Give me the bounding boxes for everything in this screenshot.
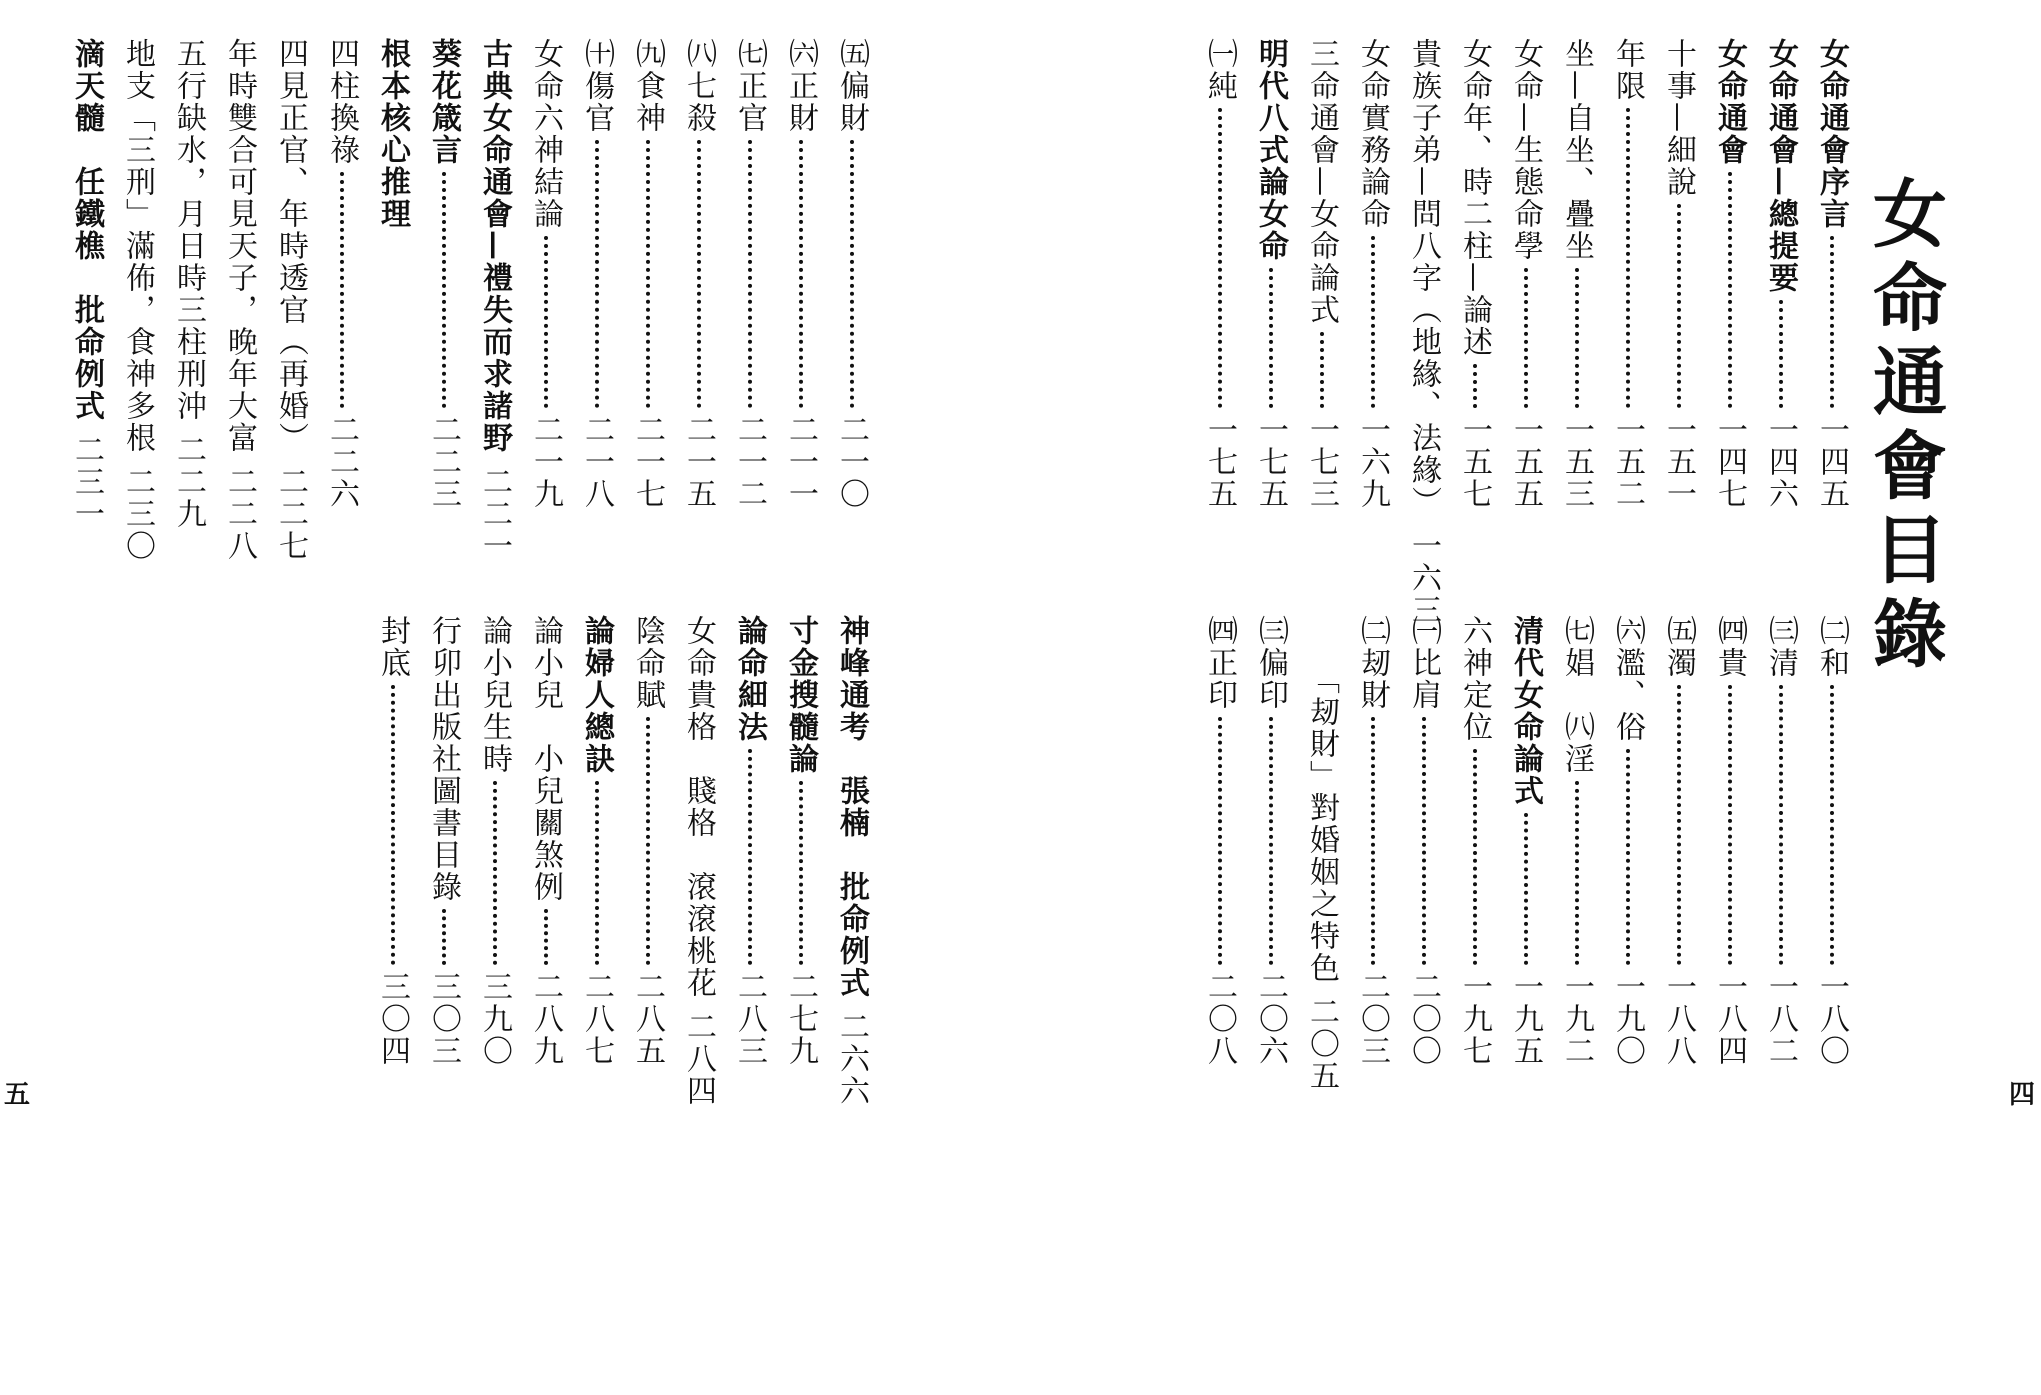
dot-leader [1269,268,1273,408]
toc-entry-title: 陰命賦 [630,615,665,711]
toc-entry [1449,615,1500,1067]
left-page [0,0,1020,1395]
toc-entry [1500,615,1551,1067]
toc-entry [622,38,673,510]
toc-entry [61,38,112,530]
toc-entry-title: 滴天髓 任鐵樵 批命例式 [69,38,104,422]
dot-leader [391,685,395,965]
toc-entry-page: 一五一 [1661,414,1696,510]
toc-entry-page: 二〇〇 [1406,971,1441,1067]
toc-entry-page: 一八四 [1712,971,1747,1067]
toc-entry [724,615,775,1067]
toc-entry-page: 二〇五 [1304,996,1339,1092]
toc-entry-page: 三九〇 [477,971,512,1067]
dot-leader [850,140,854,408]
toc-entry [214,38,265,562]
toc-entry-title: 四柱換祿 [324,38,359,166]
toc-entry [571,615,622,1067]
dot-leader [1728,685,1732,965]
toc-entry-page: 二一〇 [834,414,869,510]
toc-entry [1194,615,1245,1067]
dot-leader [340,172,344,408]
dot-leader [1779,300,1783,408]
toc-entry-title: 論婦人總訣 [579,615,614,775]
dot-leader [1218,108,1222,408]
toc-entry [1755,38,1806,510]
toc-entry-title: 行卯出版社圖書目錄 [426,615,461,903]
toc-entry-page: 二二八 [222,466,257,562]
toc-entry-page: 一五五 [1508,414,1543,510]
toc-entry [622,615,673,1067]
toc-entry-title: 坐—自坐、疊坐 [1559,38,1594,262]
dot-leader [1371,236,1375,408]
toc-entry-title: 女命通會序言 [1814,38,1849,230]
toc-entry-title: ㈣貴 [1712,615,1747,679]
toc-entry-page: 一五三 [1559,414,1594,510]
toc-entry-page: 一四七 [1712,414,1747,510]
toc-entry-title: 「刼財」對婚姻之特色 [1304,615,1339,984]
toc-entry-title: ㈤濁 [1661,615,1696,679]
toc-entry-title: ㈢偏印 [1253,615,1288,711]
toc-entry-title: ㈢清 [1763,615,1798,679]
dot-leader [1524,813,1528,965]
toc-entry [1194,38,1245,510]
toc-entry-title: 年限 [1610,38,1645,102]
toc-entry-title: ㈣正印 [1202,615,1237,711]
toc-entry-title: ㈠純 [1202,38,1237,102]
right-page [1021,0,2041,1395]
toc-entry-title: 明代八式論女命 [1253,38,1288,262]
toc-entry-page: 二一七 [630,414,665,510]
toc-entry-page: 三〇三 [426,971,461,1067]
toc-entry-title: 地支「三刑」滿佈，食神多根 [120,38,155,454]
toc-entry-page: 一九〇 [1610,971,1645,1067]
toc-entry [163,38,214,530]
toc-entry-page: 一八〇 [1814,971,1849,1067]
toc-entry-page: 二三一 [69,434,104,530]
toc-entry [1653,38,1704,510]
toc-entry-page: 二一二 [732,414,767,510]
toc-entry [367,615,418,1067]
toc-entry-title: 十事—細說 [1661,38,1696,198]
toc-entry-title: 貴族子弟—問八字（地緣、法緣） [1406,38,1441,518]
toc-entry [571,38,622,510]
toc-top-block [1194,38,1857,626]
toc-entry-page: 一八二 [1763,971,1798,1067]
toc-entry-title: 葵花箴言 [426,38,461,166]
toc-entry-page: 二六六 [834,1011,869,1107]
toc-entry-title: 女命六神結論 [528,38,563,230]
toc-entry-title: ㈡刼財 [1355,615,1390,711]
dot-leader [544,236,548,408]
toc-entry-page: 二三〇 [120,466,155,562]
toc-entry-page: 一五七 [1457,414,1492,510]
dot-leader [442,909,446,965]
toc-bottom-block [1194,615,1857,1092]
toc-entry-page: 二八七 [579,971,614,1067]
toc-entry [1347,615,1398,1067]
toc-entry-page: 二二三 [426,414,461,510]
toc-entry [1398,38,1449,626]
dot-leader [1626,108,1630,408]
toc-entry-title: 女命年、時二柱—論述 [1457,38,1492,358]
toc-entry-page: 二八九 [528,971,563,1067]
toc-entry-page: 一九二 [1559,971,1594,1067]
toc-entry [469,38,520,562]
toc-entry-page: 一四五 [1814,414,1849,510]
toc-entry-title: 根本核心推理 [375,38,410,230]
toc-entry-title: 五行缺水，月日時三柱刑沖 [171,38,206,422]
toc-entry [265,38,316,562]
toc-entry [1500,38,1551,510]
dot-leader [595,781,599,965]
dot-leader [799,781,803,965]
dot-leader [1575,268,1579,408]
toc-entry-title: 清代女命論式 [1508,615,1543,807]
dot-leader [1575,781,1579,965]
dot-leader [1473,364,1477,408]
toc-entry-page: 二七九 [783,971,818,1067]
toc-entry-title: ㈨食神 [630,38,665,134]
toc-entry-page: 一九七 [1457,971,1492,1067]
toc-entry-page: 一七五 [1202,414,1237,510]
toc-entry-page: 二八三 [732,971,767,1067]
toc-entry-page: 一九五 [1508,971,1543,1067]
toc-entry [1806,615,1857,1067]
toc-entry [1245,38,1296,510]
toc-entry-title: ㈡和 [1814,615,1849,679]
toc-entry [367,38,418,510]
toc-entry-page: 二〇六 [1253,971,1288,1067]
toc-entry-page: 二一八 [579,414,614,510]
toc-entry-title: 四見正官、年時透官（再婚） [273,38,308,454]
dot-leader [493,781,497,965]
toc-entry [826,615,877,1107]
toc-entry [1704,38,1755,510]
toc-entry-page: 一七五 [1253,414,1288,510]
toc-entry-title: 論小兒 小兒關煞例 [528,615,563,903]
toc-entry [1551,615,1602,1067]
dot-leader [799,140,803,408]
dot-leader [1728,172,1732,408]
dot-leader [1473,749,1477,965]
toc-entry-page: 二八四 [681,1011,716,1107]
toc-entry [673,38,724,510]
toc-entry [775,615,826,1067]
toc-entry-page: 一四六 [1763,414,1798,510]
dot-leader [1371,717,1375,965]
dot-leader [646,140,650,408]
toc-entry [775,38,826,510]
toc-entry [673,615,724,1107]
toc-entry-title: ㈥濫、俗 [1610,615,1645,743]
dot-leader [442,172,446,408]
dot-leader [1524,268,1528,408]
toc-entry-page: 二一一 [783,414,818,510]
toc-entry [1347,38,1398,510]
toc-entry [469,615,520,1067]
toc-entry [724,38,775,510]
dot-leader [1830,685,1834,965]
toc-entry [1245,615,1296,1067]
toc-entry-page: 二〇八 [1202,971,1237,1067]
dot-leader [544,909,548,965]
dot-leader [595,140,599,408]
toc-top-block [61,38,877,562]
dot-leader [1422,717,1426,965]
toc-entry-page: 一六九 [1355,414,1390,510]
toc-entry-title: ㈦正官 [732,38,767,134]
dot-leader [748,140,752,408]
page-number: 四 [2008,1080,2035,1110]
page-number: 五 [4,1080,31,1110]
toc-entry [1551,38,1602,510]
toc-entry-title: 六神定位 [1457,615,1492,743]
toc-entry [1296,38,1347,510]
toc-entry-title: 女命通會—總提要 [1763,38,1798,294]
dot-leader [1830,236,1834,408]
dot-leader [1677,685,1681,965]
toc-bottom-block [367,615,877,1107]
toc-entry-page: 二二九 [171,434,206,530]
dot-leader [1218,717,1222,965]
toc-entry-title: 古典女命通會—禮失而求諸野 [477,38,512,454]
dot-leader [697,140,701,408]
toc-entry [1806,38,1857,510]
toc-entry [112,38,163,562]
toc-entry-title: ㈦娼 ㈧淫 [1559,615,1594,775]
toc-entry [826,38,877,510]
toc-entry [1755,615,1806,1067]
toc-entry [418,38,469,510]
toc-entry-page: 二一五 [681,414,716,510]
toc-entry-page: 一七三 [1304,414,1339,510]
toc-entry [418,615,469,1067]
toc-entry [1602,38,1653,510]
toc-entry-page: 一八八 [1661,971,1696,1067]
toc-entry-title: 女命—生態命學 [1508,38,1543,262]
toc-entry [520,38,571,510]
toc-entry-title: ㈤偏財 [834,38,869,134]
toc-entry [1602,615,1653,1067]
toc-entry [1398,615,1449,1067]
dot-leader [1626,749,1630,965]
dot-leader [1269,717,1273,965]
toc-entry-title: 論小兒生時 [477,615,512,775]
toc-entry [1653,615,1704,1067]
dot-leader [1779,685,1783,965]
toc-entry-title: 寸金搜髓論 [783,615,818,775]
toc-entry-page: 二一九 [528,414,563,510]
toc-entry-page: 一六三 [1406,530,1441,626]
toc-entry-title: 神峰通考 張楠 批命例式 [834,615,869,999]
toc-entry [1296,615,1347,1092]
toc-entry-title: ㈩傷官 [579,38,614,134]
toc-entry-page: 二〇三 [1355,971,1390,1067]
toc-entry [316,38,367,510]
toc-entry-title: 女命通會 [1712,38,1747,166]
toc-entry-title: 封底 [375,615,410,679]
toc-entry-title: ㈧七殺 [681,38,716,134]
toc-entry-title: 女命實務論命 [1355,38,1390,230]
dot-leader [748,749,752,965]
toc-entry [1704,615,1755,1067]
toc-entry-title: 年時雙合可見天子，晚年大富 [222,38,257,454]
toc-entry [520,615,571,1067]
dot-leader [646,717,650,965]
dot-leader [1320,332,1324,408]
toc-entry-title: ㈥正財 [783,38,818,134]
toc-entry-page: 二二七 [273,466,308,562]
toc-entry-page: 三〇四 [375,971,410,1067]
toc-entry-page: 二二六 [324,414,359,510]
toc-entry-title: 三命通會—女命論式 [1304,38,1339,326]
toc-entry-title: 論命細法 [732,615,767,743]
page-title: 女命通會目錄 [1861,175,1947,679]
toc-entry-title: ㈠比肩 [1406,615,1441,711]
dot-leader [1677,204,1681,408]
toc-entry [1449,38,1500,510]
toc-entry-page: 一五二 [1610,414,1645,510]
toc-entry-title: 女命貴格 賤格 滾滾桃花 [681,615,716,999]
toc-entry-page: 二八五 [630,971,665,1067]
toc-entry-page: 二二一 [477,466,512,562]
